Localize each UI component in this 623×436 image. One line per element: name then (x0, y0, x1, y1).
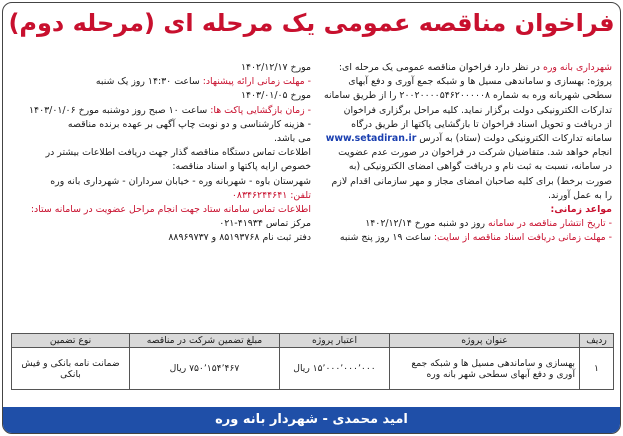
organizer-phone (11, 189, 311, 203)
cost-note: - هزینه کارشناسی و دو نوبت چاپ آگهی بر عهده برنده مناقصه (67, 118, 311, 130)
submission-deadline (11, 75, 311, 89)
publish-value: روز دو شنبه مورخ ۱۴۰۲/۱۲/۱۴ (365, 218, 486, 230)
tender-notice (2, 2, 621, 434)
left-column (11, 61, 311, 323)
dates-heading: مواعد زمانی: (550, 204, 612, 216)
submission-date: مورخ ۱۴۰۳/۰۱/۰۵ (240, 90, 311, 102)
contact-heading: اطلاعات تماس دستگاه مناقصه گذار جهت دریافت اطلاعات بیشتر در (45, 147, 311, 159)
receive-label: - مهلت زمانی دریافت اسناد مناقصه از سایت: (430, 232, 612, 244)
opening-time (11, 104, 311, 118)
setad-registration-office: دفتر ثبت نام ۸۵۱۹۳۷۶۸ و ۸۸۹۶۹۷۳۷ (168, 232, 311, 244)
receive-deadline (316, 231, 612, 245)
publish-label: - تاریخ انتشار مناقصه در سامانه (485, 218, 612, 230)
cost-note: می باشد. (273, 133, 311, 145)
tender-table (11, 333, 614, 390)
phone-value: ۰۸۳۴۶۲۴۴۶۴۱ (231, 189, 288, 201)
column-header: ردیف (580, 334, 614, 348)
guarantee-type: ضمانت نامه بانکی و فیش بانکی (12, 348, 130, 390)
submission-value: ساعت ۱۴:۳۰ روز یک شنبه (95, 76, 200, 88)
project-title: بهسازی و ساماندهی مسیل ها و شبکه جمع آوری و دفع آبهای سطحی شهر بانه وره (390, 348, 580, 390)
intro-line: تدارکات الکترونیکی دولت برگزار نماید. کلیه مراحل برگزاری فراخوان (343, 104, 612, 116)
phone-label: تلفن: (287, 189, 311, 201)
notice-title: فراخوان مناقصه عمومی یک مرحله ای (مرحله دوم) (8, 9, 615, 37)
column-header: عنوان پروژه (390, 334, 580, 348)
opening-label: - زمان بازگشایی پاکت ها: (207, 104, 311, 116)
intro-text: در نظر دارد فراخوان مناقصه عمومی یک مرحله ای: (338, 62, 543, 73)
table-row (12, 348, 614, 390)
notice-body (11, 61, 612, 323)
intro-line: از دریافت و تحویل اسناد فراخوان تا بازگشایی پاکتها از طریق درگاه (351, 118, 612, 130)
contact-heading: خصوص ارایه پاکتها و اسناد مناقصه: (172, 161, 311, 173)
row-number: ۱ (580, 348, 614, 390)
organizer-name: شهرداری بانه وره (542, 62, 612, 73)
receive-deadline-date: مورخ ۱۴۰۲/۱۲/۱۷ (240, 62, 311, 73)
publish-date (316, 217, 612, 231)
intro-text: سامانه تدارکات الکترونیکی دولت (ستاد) به آدرس (416, 133, 612, 145)
intro-line: سطحی شهربانه وره به شماره ۲۰۰۲۰۰۰۰۵۴۶۲۰۰۰۰۰۸ را از طریق سامانه (323, 90, 612, 102)
intro-line: پروژه: بهسازی و ساماندهی مسیل ها و شبکه جمع آوری و دفع آبهای (348, 76, 612, 88)
signature-footer: امید محمدی - شهردار بانه وره (3, 407, 620, 433)
setad-call-center: مرکز تماس ۴۱۹۳۴-۰۲۱ (219, 218, 311, 230)
column-header: مبلغ تضمین شرکت در مناقصه (130, 334, 280, 348)
intro-line: را به عمل آورند. (548, 189, 612, 201)
receive-value: ساعت ۱۹ روز پنج شنبه (339, 232, 431, 244)
setad-link[interactable]: www.setadiran.ir (325, 133, 417, 145)
intro-line (316, 61, 612, 75)
table-header-row (12, 334, 614, 348)
organizer-address: شهرستان باوه - شهربانه وره - خیابان سرداران - شهرداری بانه وره (50, 175, 311, 187)
setad-contact-heading: اطلاعات تماس سامانه ستاد جهت انجام مراحل عضویت در سامانه ستاد: (30, 204, 311, 216)
opening-value: ساعت ۱۰ صبح روز دوشنبه مورخ ۱۴۰۳/۰۱/۰۶ (29, 104, 208, 116)
intro-line: صورت برخط) برای کلیه صاحبان امضای مجاز و مهر سازمانی اقدام لازم (331, 175, 612, 187)
project-budget: ۱۵٬۰۰۰٬۰۰۰٬۰۰۰ ریال (280, 348, 390, 390)
guarantee-amount: ۷۵۰٬۱۵۴٬۴۶۷ ریال (130, 348, 280, 390)
right-column (316, 61, 612, 323)
intro-line: در سامانه، نسبت به ثبت نام و دریافت گواهی امضای الکترونیکی (به (348, 161, 612, 173)
intro-line (316, 132, 612, 146)
column-header: نوع تضمین (12, 334, 130, 348)
intro-line: انجام خواهد شد. متقاضیان شرکت در فراخوان در صورت عدم عضویت (338, 147, 612, 159)
column-header: اعتبار پروژه (280, 334, 390, 348)
submission-label: - مهلت زمانی ارائه پیشنهاد: (199, 76, 311, 88)
